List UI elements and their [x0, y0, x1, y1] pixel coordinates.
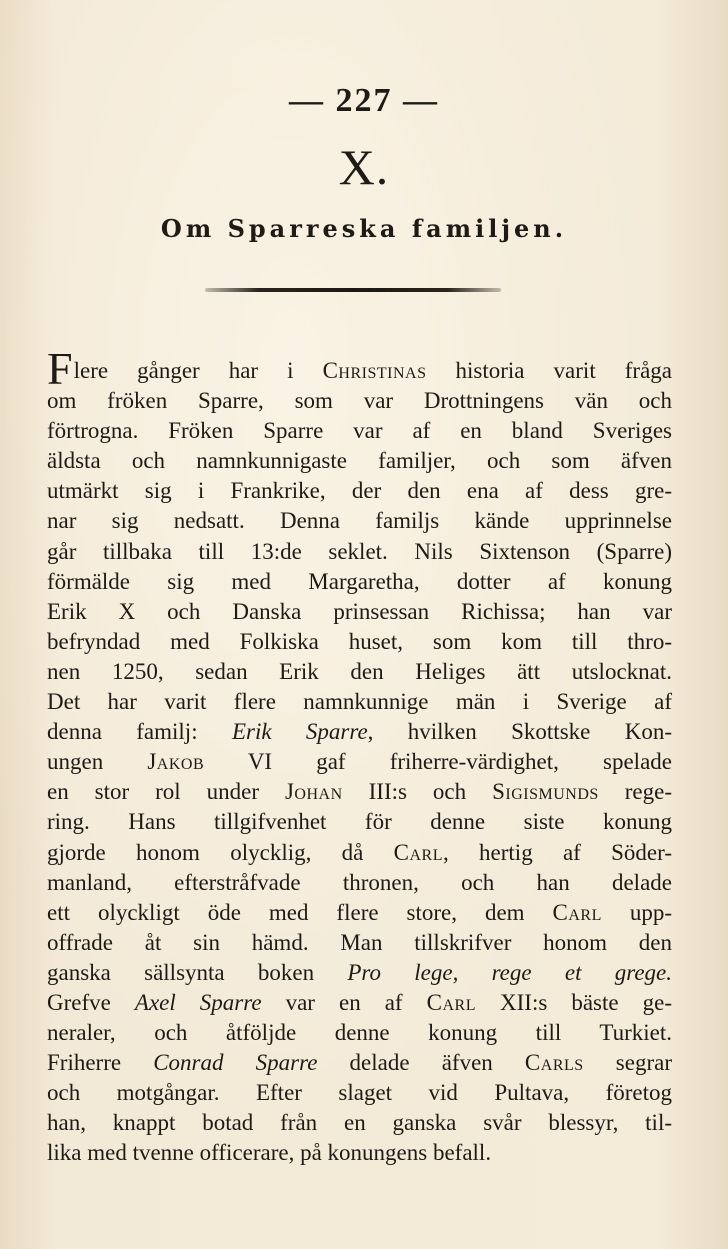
text-line-11: nen 1250, sedan Erik den Heliges ätt utslocknat. [47, 658, 672, 684]
text-line-12: Det har varit flere namnkunnige män i Sverige af [47, 689, 672, 715]
text-line-25: och motgångar. Efter slaget vid Pultava, företog [47, 1080, 672, 1106]
text-line-23: neraler, och åtföljde denne konung till Turkiet. [47, 1020, 672, 1046]
body-text [47, 343, 672, 1169]
name-conrad-sparre: Conrad Sparre [153, 1050, 318, 1076]
name-johan: Johan [284, 779, 343, 805]
text-line-7: går tillbaka till 13:de seklet. Nils Sixtenson (Sparre) [47, 538, 672, 564]
text-line-6: nar sig nedsatt. Denna familjs kände upprinnelse [47, 508, 672, 534]
text-line-21: ganska sällsynta boken Pro lege, rege et grege. [47, 959, 672, 985]
name-carls: Carls [524, 1050, 584, 1076]
text-line-20: offrade åt sin hämd. Man tillskrifver honom den [47, 929, 672, 955]
text-line-9: Erik X och Danska prinsessan Richissa; han var [47, 598, 672, 624]
name-jakob: Jakob [147, 749, 205, 775]
ornamental-rule [205, 288, 501, 292]
text-line-16: ring. Hans tillgifvenhet för denne siste konung [47, 809, 672, 835]
text-line-8: förmälde sig med Margaretha, dotter af konung [47, 568, 672, 594]
text-line-10: befryndad med Folkiska huset, som kom till thro- [47, 628, 672, 654]
text-line-2: om fröken Sparre, som var Drottningens vän och [47, 388, 672, 414]
text-line-24: Friherre Conrad Sparre delade äfven Carls segrar [47, 1050, 672, 1076]
text-line-26: han, knappt botad från en ganska svår blessyr, til- [47, 1110, 672, 1136]
name-christina: Christinas [322, 358, 427, 383]
text-line-22: Grefve Axel Sparre var en af Carl XII:s bäste ge- [47, 989, 672, 1015]
text-line-18: manland, efterstråfvade thronen, och han delade [47, 869, 672, 895]
text-line-19: ett olyckligt öde med flere store, dem Carl upp- [47, 899, 672, 925]
drop-cap: F [47, 343, 73, 394]
name-axel-sparre: Axel Sparre [134, 989, 262, 1015]
text-line-3: förtrogna. Fröken Sparre var af en bland Sveriges [47, 418, 672, 444]
chapter-heading: Om Sparreska familjen. [160, 214, 568, 243]
text-line-1: Flere gånger har i Christinas historia varit fråga [47, 343, 672, 394]
name-erik-sparre: Erik Sparre [231, 719, 368, 745]
page-number: — 227 — [289, 82, 439, 119]
name-sigismund: Sigismunds [492, 779, 599, 805]
name-carl: Carl [552, 899, 602, 925]
text-line-15: en stor rol under Johan III:s och Sigismunds rege- [47, 779, 672, 805]
text-line-27: lika med tvenne officerare, på konungens befall. [47, 1140, 492, 1166]
name-carl: Carl [426, 989, 476, 1015]
name-carl: Carl [393, 839, 443, 865]
text-line-14: ungen Jakob VI gaf friherre-värdighet, spelade [47, 749, 672, 775]
chapter-number: X. [338, 139, 390, 195]
text-line-13: denna familj: Erik Sparre, hvilken Skottske Kon- [47, 719, 672, 745]
text-line-5: utmärkt sig i Frankrike, der den ena af dess gre- [47, 478, 672, 504]
book-title: Pro lege, rege et grege. [347, 959, 672, 985]
text-line-17: gjorde honom olycklig, då Carl, hertig af Söder- [47, 839, 672, 865]
text-line-4: äldsta och namnkunnigaste familjer, och som äfven [47, 448, 672, 474]
